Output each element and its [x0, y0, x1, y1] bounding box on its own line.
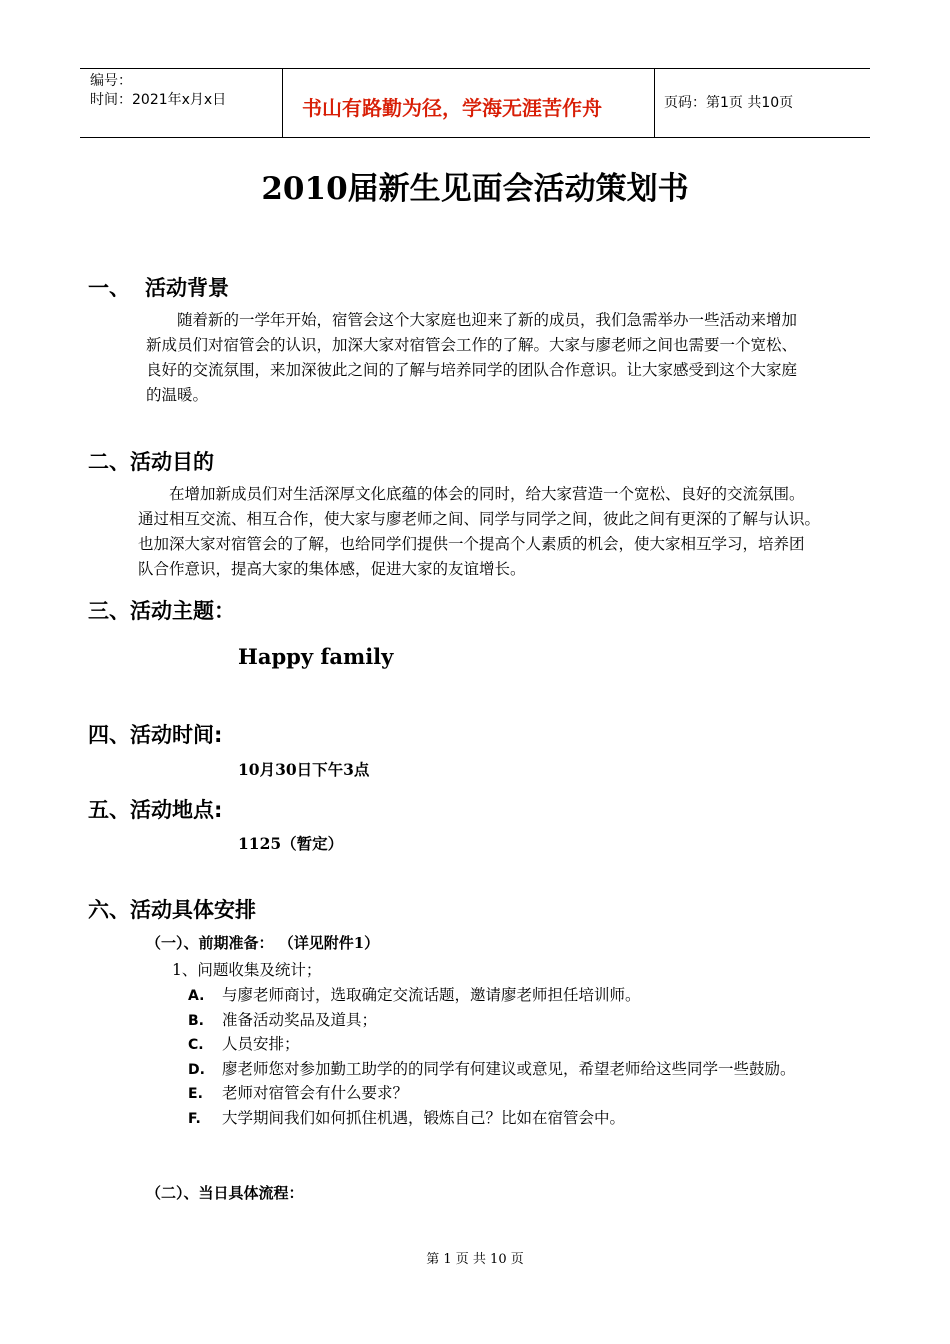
paragraph-line: 的温暖。 — [146, 386, 209, 404]
activity-theme: Happy family — [238, 644, 394, 669]
list-item: A. 与廖老师商讨，选取确定交流话题，邀请廖老师担任培训师。 — [188, 986, 641, 1004]
day-flow-subheading: （二）、当日具体流程： — [146, 1184, 304, 1202]
header-page-cell — [654, 69, 870, 137]
list-item: C. 人员安排； — [188, 1035, 300, 1053]
list-item-1: 1、问题收集及统计； — [172, 961, 322, 979]
section-heading-background — [88, 272, 229, 302]
list-item: B. 准备活动奖品及道具； — [188, 1010, 378, 1029]
header-meta-cell — [80, 69, 283, 137]
section-title: 活动背景 — [145, 276, 229, 300]
time-label: 时间：2021年x月x日 — [90, 92, 227, 108]
section-heading-time: 四、活动时间: — [88, 723, 223, 747]
paragraph-line: 良好的交流氛围，来加深彼此之间的了解与培养同学的团队合作意识。让大家感受到这个大家庭 — [146, 361, 798, 379]
prep-subheading: （一）、前期准备： （详见附件1） — [146, 934, 380, 952]
section-number: 一、 — [88, 276, 130, 300]
header-motto-cell — [282, 69, 655, 137]
section-heading-arrangement: 六、活动具体安排 — [88, 898, 256, 922]
paragraph-line: 新成员们对宿管会的认识，加深大家对宿管会工作的了解。大家与廖老师之间也需要一个宽松、 — [146, 336, 798, 354]
paragraph-line: 也加深大家对宿管会的了解，也给同学们提供一个提高个人素质的机会，使大家相互学习，培养团 — [138, 535, 805, 553]
number-label: 编号： — [90, 73, 132, 89]
section-heading-purpose: 二、活动目的 — [88, 450, 214, 474]
prep-question-list — [188, 983, 796, 1130]
paragraph-line: 通过相互交流、相互合作，使大家与廖老师之间、同学与同学之间，彼此之间有更深的了解与认识。 — [138, 510, 821, 528]
section-heading-theme: 三、活动主题： — [88, 599, 235, 623]
paragraph-line: 在增加新成员们对生活深厚文化底蕴的体会的同时，给大家营造一个宽松、良好的交流氛围。 — [169, 485, 805, 503]
page-footer: 第 1 页 共 10 页 — [426, 1252, 524, 1267]
list-item: F. 大学期间我们如何抓住机遇，锻炼自己？比如在宿管会中。 — [188, 1108, 626, 1127]
background-paragraph — [146, 308, 797, 408]
page-info: 页码：第1页 共10页 — [664, 95, 794, 111]
activity-time: 10月30日下午3点 — [238, 760, 370, 779]
paragraph-line: 随着新的一学年开始，宿管会这个大家庭也迎来了新的成员，我们急需举办一些活动来增加 — [177, 311, 798, 329]
document-title: 2010届新生见面会活动策划书 — [261, 171, 689, 207]
motto: 书山有路勤为径，学海无涯苦作舟 — [302, 96, 602, 120]
purpose-paragraph — [138, 482, 820, 582]
list-item: D. 廖老师您对参加勤工助学的的同学有何建议或意见，希望老师给这些同学一些鼓励。 — [188, 1059, 796, 1078]
list-item: E. 老师对宿管会有什么要求？ — [188, 1084, 409, 1102]
paragraph-line: 队合作意识，提高大家的集体感，促进大家的友谊增长。 — [138, 560, 526, 578]
page-header — [80, 68, 870, 138]
section-heading-location: 五、活动地点: — [88, 798, 223, 822]
activity-location: 1125（暂定） — [238, 834, 344, 853]
